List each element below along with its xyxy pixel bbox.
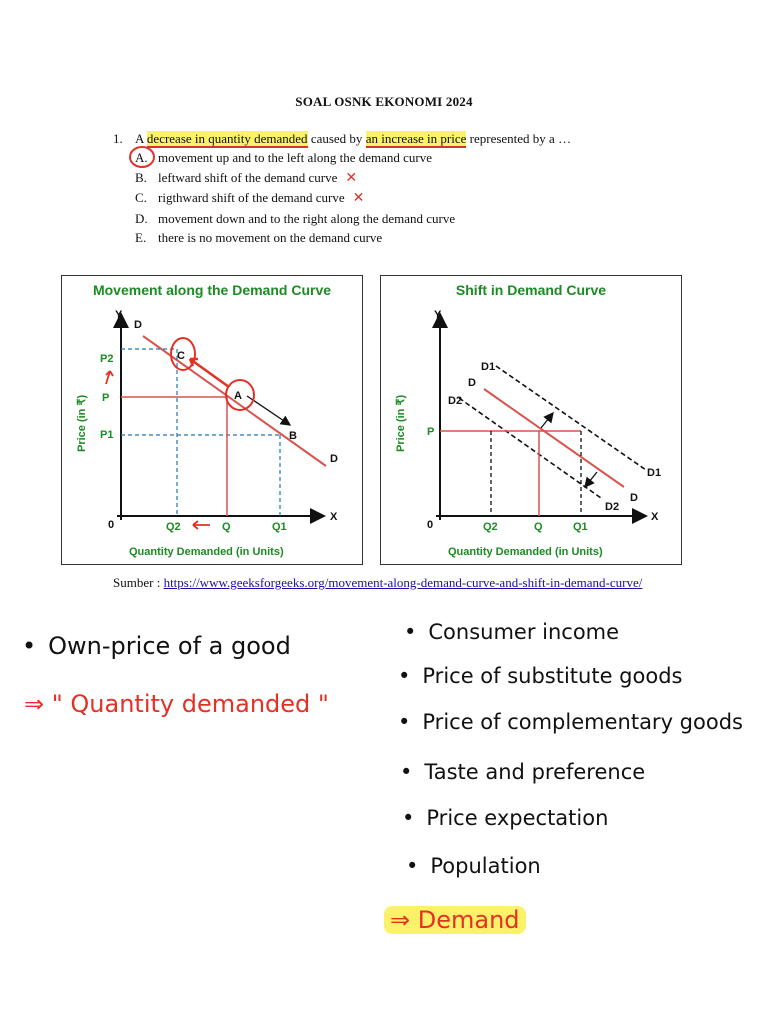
ink-arrow-left-q — [193, 521, 210, 529]
shift-arrow-right — [541, 413, 553, 428]
question-block — [113, 129, 713, 247]
curve-label: D1 — [481, 361, 496, 373]
note-own-price — [22, 632, 291, 660]
question-article: A — [135, 131, 144, 146]
bullet: • — [406, 854, 419, 878]
demand-highlight: ⇒ Demand — [384, 906, 526, 934]
note-text: Price expectation — [426, 806, 609, 830]
y-tick-label: P — [427, 426, 435, 438]
option-text: rigthward shift of the demand curve — [158, 190, 345, 206]
highlight-increase-price: an increase in price — [365, 131, 467, 146]
point-label: A — [234, 390, 242, 402]
option-letter: A. — [135, 150, 148, 166]
chart-shift-svg — [381, 276, 681, 564]
curve-label: D2 — [448, 395, 463, 407]
note-text: Price of complementary goods — [422, 710, 743, 734]
demand-curve-d — [484, 389, 624, 487]
note-determinant — [398, 710, 743, 734]
note-determinant — [400, 760, 645, 784]
x-tick-label: Q2 — [166, 521, 181, 533]
axis-y-label: Y — [434, 309, 442, 321]
option-text: leftward shift of the demand curve — [158, 169, 338, 185]
question-text: caused by — [310, 131, 363, 146]
point-label: C — [177, 350, 185, 362]
curve-label: D — [134, 319, 142, 331]
axis-x-label: X — [651, 511, 659, 523]
option-text: movement up and to the left along the demand curve — [158, 150, 432, 166]
x-tick-label: Q1 — [272, 521, 287, 533]
note-determinant — [406, 854, 541, 878]
curve-label: D1 — [647, 467, 662, 479]
axis-x-label: X — [330, 511, 338, 523]
origin-label: 0 — [108, 519, 115, 531]
ink-arrow-up-p — [106, 371, 113, 384]
curve-label: D — [630, 492, 638, 504]
source-label: Sumber : — [113, 575, 161, 590]
source-link[interactable]: https://www.geeksforgeeks.org/movement-along-demand-curve-and-shift-in-demand-curve/ — [163, 575, 643, 590]
question-number: 1. — [113, 131, 123, 146]
note-determinant — [404, 620, 619, 644]
bullet: • — [400, 760, 413, 784]
bullet: • — [398, 710, 411, 734]
y-tick-label: P — [102, 392, 110, 404]
chart-movement-svg — [62, 276, 362, 564]
curve-label: D — [330, 453, 338, 465]
note-text: Consumer income — [428, 620, 620, 644]
chart-movement-along-demand — [61, 275, 363, 565]
curve-label: D2 — [605, 501, 620, 513]
y-axis-title: Price (in ₹) — [395, 394, 407, 452]
note-text: Population — [430, 854, 541, 878]
bullet: • — [398, 664, 411, 688]
chart-title: Movement along the Demand Curve — [92, 282, 332, 298]
origin-label: 0 — [427, 519, 434, 531]
note-text: Own-price of a good — [48, 632, 291, 660]
shift-arrow-left — [585, 472, 597, 487]
y-axis-title: Price (in ₹) — [76, 394, 88, 452]
note-demand-conclusion — [384, 906, 526, 934]
chart-shift-in-demand — [380, 275, 682, 565]
question-text-end: represented by a … — [469, 131, 572, 146]
option-letter: D. — [135, 210, 148, 226]
note-text: Price of substitute goods — [422, 664, 683, 688]
demand-curve-d1 — [496, 366, 646, 470]
demand-curve-d2 — [459, 398, 601, 498]
y-tick-label: P1 — [100, 429, 114, 441]
y-tick-label: P2 — [100, 353, 114, 365]
page-title: SOAL OSNK EKONOMI 2024 — [295, 94, 473, 109]
point-label: B — [289, 430, 297, 442]
x-tick-label: Q1 — [573, 521, 588, 533]
axis-y-label: Y — [115, 309, 123, 321]
note-determinant — [398, 664, 682, 688]
bullet: • — [402, 806, 415, 830]
option-b[interactable] — [113, 168, 713, 188]
option-letter: B. — [135, 169, 147, 185]
answer-circle-mark — [129, 146, 159, 168]
option-text: movement down and to the right along the demand curve — [158, 210, 456, 226]
option-e[interactable] — [113, 228, 713, 247]
note-quantity-demanded: ⇒ " Quantity demanded " — [24, 690, 329, 718]
curve-label: D — [468, 377, 476, 389]
x-tick-label: Q — [534, 521, 543, 533]
option-a[interactable] — [113, 148, 713, 167]
x-tick-label: Q — [222, 521, 231, 533]
wrong-x-icon: ✕ — [352, 190, 365, 207]
option-d[interactable] — [113, 209, 713, 228]
x-tick-label: Q2 — [483, 521, 498, 533]
wrong-x-icon: ✕ — [345, 169, 358, 186]
bullet: • — [404, 620, 417, 644]
note-text: Taste and preference — [424, 760, 646, 784]
source-citation — [113, 575, 713, 591]
option-letter: E. — [135, 230, 147, 246]
option-letter: C. — [135, 190, 147, 206]
question-stem — [113, 129, 713, 148]
chart-title: Shift in Demand Curve — [455, 282, 607, 298]
option-text: there is no movement on the demand curve — [158, 230, 383, 246]
bullet: • — [22, 632, 37, 660]
x-axis-title: Quantity Demanded (in Units) — [129, 546, 284, 558]
x-axis-title: Quantity Demanded (in Units) — [448, 546, 603, 558]
note-determinant — [402, 806, 608, 830]
option-c[interactable] — [113, 188, 713, 208]
highlight-quantity-demanded: decrease in quantity demanded — [146, 131, 308, 146]
